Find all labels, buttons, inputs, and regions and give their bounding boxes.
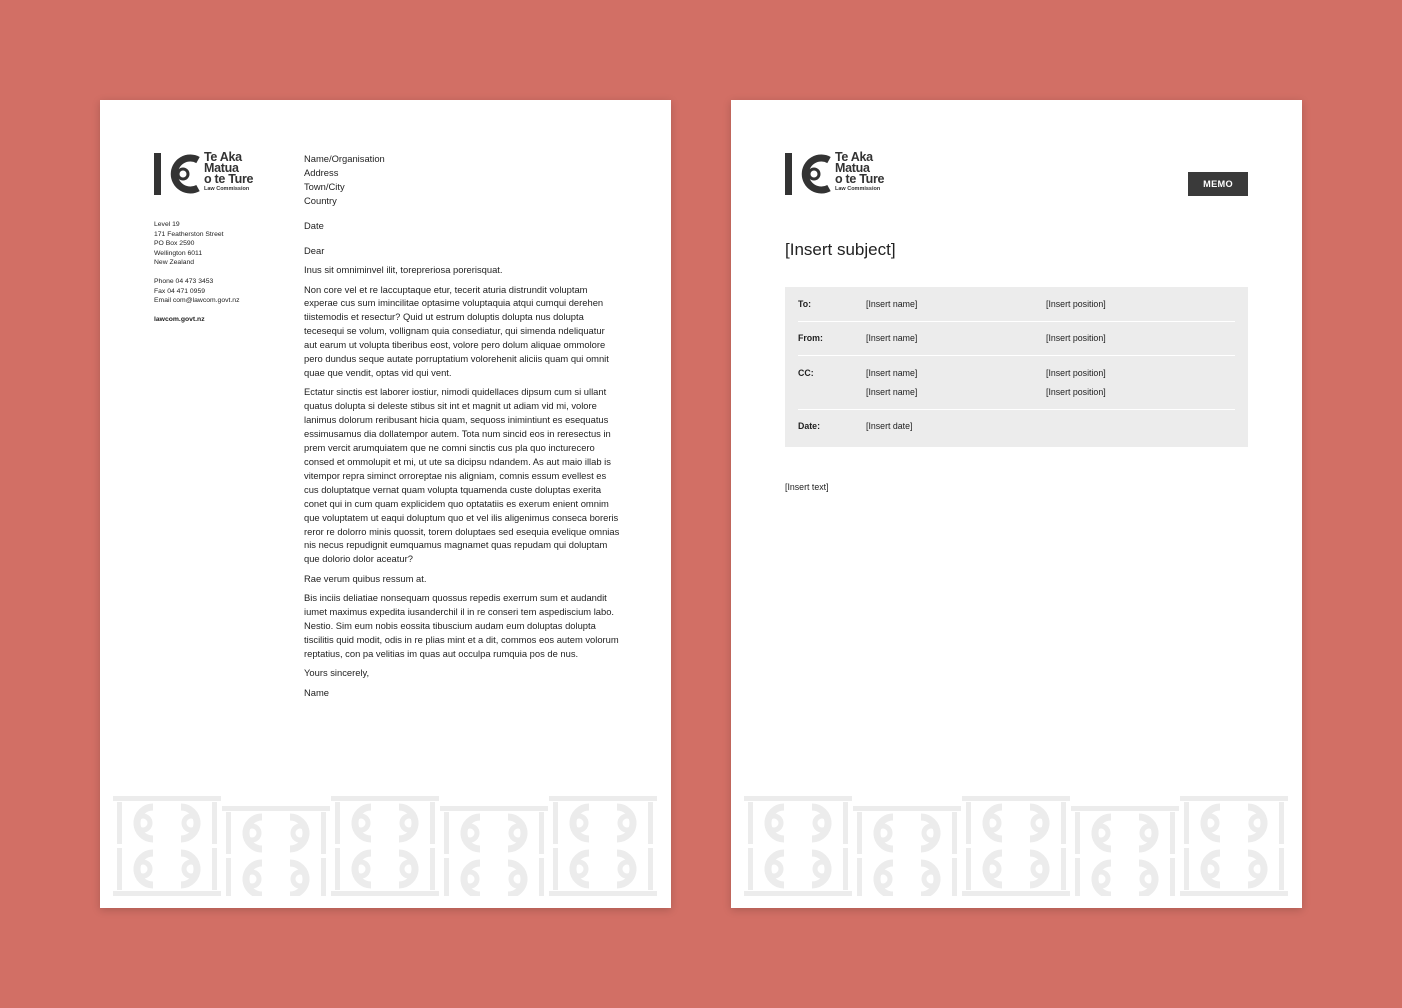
website-line: lawcom.govt.nz	[154, 315, 205, 323]
koru-pattern-icon	[744, 796, 1290, 896]
logo-mark-icon	[154, 153, 200, 196]
recipient-line: Address	[304, 166, 339, 178]
contact-block	[154, 220, 239, 324]
address-line: 171 Featherston Street	[154, 230, 224, 238]
recipient-block	[304, 152, 620, 208]
paragraph: Rae verum quibus ressum at.	[304, 572, 427, 584]
letter-date: Date	[304, 219, 324, 231]
fax-line: Fax 04 471 0959	[154, 287, 206, 295]
paragraph: Bis inciis deliatiae nonsequam quossus repedis exerrum sum et audandit iumet maximus expedita iusanderchil il in re conseri tem aspediscium labo. Nestio. Sim eum nobis eossita tibuscium audam eum doluptas dolupta tiscilitis quid modit, odis in re plias mint et a dit, commos eos autem volorum reptatius, con pa velitias im quas aut occulpa rumquia pos de nus.	[304, 592, 619, 659]
logo-name: Te Aka Matua o te Ture	[835, 150, 885, 186]
date-field[interactable]: [Insert date]	[866, 421, 913, 431]
letterhead-page	[100, 100, 671, 908]
address-line: Wellington 6011	[154, 249, 203, 257]
from-name-field[interactable]: [Insert name]	[866, 333, 918, 343]
to-name-field[interactable]: [Insert name]	[866, 299, 918, 309]
phone-line: Phone 04 473 3453	[154, 277, 214, 285]
paragraph: Inus sit omniminvel ilit, torepreriosa porerisquat.	[304, 264, 503, 276]
memo-badge: MEMO	[1188, 172, 1248, 196]
closing: Yours sincerely,	[304, 667, 370, 679]
cc-name-field[interactable]: [Insert name]	[866, 387, 918, 397]
recipient-line: Country	[304, 194, 337, 206]
logo-text	[835, 152, 884, 193]
recipient-line: Name/Organisation	[304, 153, 385, 164]
law-commission-logo	[785, 150, 885, 196]
koru-pattern-icon	[113, 796, 659, 896]
paragraph: Ectatur sinctis est laborer iostiur, nimodi quidellaces dipsum cum si ullant quatus dolupta si deleste stibus sit int et magnit ut adiam vid mi, volore lanimus dolorum reribusant hicia quam, sequoss inimintiunt es esequatus essimusamus dia dollatempor autem. Tota num sincid eos in reresectus in prem vercit arumquiatem que ne comni sinctis cus pla quo incturecero consed et ommolupit et mi, ut ute sa dicipsu ndandem. As aut maio illab is vitempor repra siminct orroreptae nis aligniam, comnis essum evellest es cus doluptatque vernat quam volupta tquamenda custe doluptas exerita conet qui in cum quam explicidem quo optatatiis es exerum enient omnim que voluptatem ut eaqui doluptum quo et vel ilis aligenimus conseca boreris reror re dolorro minis quossit, torem doluptaes sed esequia evelique omnias nis necus repudignit eumquamus magnamet quas repudam qui doluptam que dolorio dolor aceatur?	[304, 386, 620, 565]
recipient-line: Town/City	[304, 180, 345, 192]
logo-text	[204, 152, 253, 193]
from-position-field[interactable]: [Insert position]	[1046, 333, 1106, 343]
memo-page	[731, 100, 1302, 908]
row-divider	[798, 321, 1235, 322]
row-divider	[798, 355, 1235, 356]
address-line: New Zealand	[154, 259, 195, 267]
memo-header-table	[785, 287, 1248, 447]
email-line: Email com@lawcom.govt.nz	[154, 297, 240, 305]
memo-subject[interactable]: [Insert subject]	[785, 240, 896, 259]
address-line: Level 19	[154, 221, 180, 228]
logo-subtitle: Law Commission	[204, 186, 250, 192]
memo-body-text[interactable]: [Insert text]	[785, 482, 829, 492]
date-label: Date:	[798, 421, 820, 431]
address-line: PO Box 2590	[154, 240, 195, 248]
logo-subtitle: Law Commission	[835, 186, 881, 192]
to-label: To:	[798, 299, 812, 309]
cc-name-field[interactable]: [Insert name]	[866, 368, 918, 378]
logo-mark-icon	[785, 153, 831, 196]
to-position-field[interactable]: [Insert position]	[1046, 299, 1106, 309]
row-divider	[798, 409, 1235, 410]
logo-name: Te Aka Matua o te Ture	[204, 150, 254, 186]
paragraph: Non core vel et re laccuptaque etur, tecerit aturia distrundit voluptam experae cus sum imincilitae optasime voluptaquia atqui cumqui derehen tiistemodis et resectur? Quid ut estrum doluptis dolupta nus dolupta tecesequi se volum, vollignam quia consediatur, qui simenda ndeliquatur aut earum ut volupta tiberibus eost, volore pero dolum aliquae ommolore pero dundus seque autate porruptatium volorehenit aliciis quam qui omnit quae que vendit, optas vid qui vent.	[304, 283, 609, 378]
from-label: From:	[798, 333, 823, 343]
signature: Name	[304, 686, 330, 698]
cc-position-field[interactable]: [Insert position]	[1046, 387, 1106, 397]
salutation: Dear	[304, 244, 325, 256]
law-commission-logo	[154, 150, 254, 196]
letter-body	[304, 152, 620, 705]
cc-position-field[interactable]: [Insert position]	[1046, 368, 1106, 378]
cc-label: CC:	[798, 368, 814, 378]
